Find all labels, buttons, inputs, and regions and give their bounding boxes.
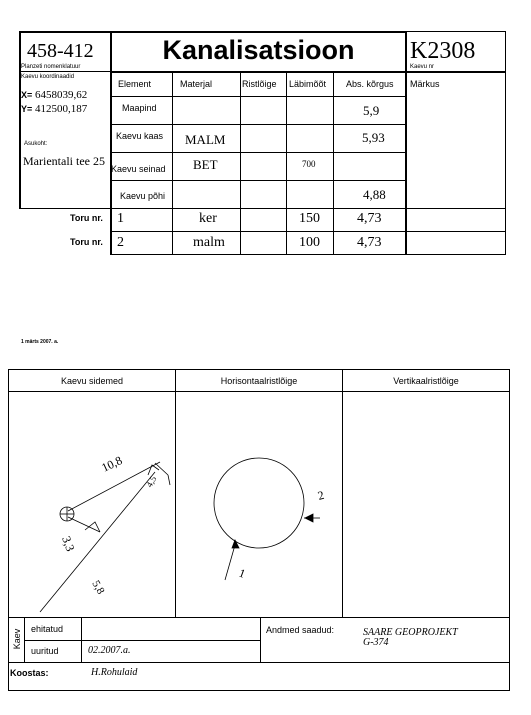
- row-diameter: 700: [302, 159, 316, 169]
- col-header-element: Element: [118, 79, 152, 89]
- y-coordinate: [21, 103, 87, 115]
- row-element: Kaevu seinad: [111, 164, 166, 174]
- arrow-mark: [305, 514, 313, 522]
- author-value: H.Rohulaid: [91, 667, 138, 678]
- inspected-value: 02.2007.a.: [88, 645, 131, 656]
- data-source-label: Andmed saadud:: [266, 625, 335, 635]
- annotation-1: 1: [236, 565, 248, 581]
- well-symbol: [60, 507, 74, 521]
- annotation-10-8: 10,8: [99, 453, 125, 475]
- col-header-diameter: Läbimõõt: [289, 79, 327, 89]
- sketch-header-connections: Kaevu sidemed: [60, 376, 124, 386]
- x-coordinate: [21, 89, 87, 101]
- x-value: 6458039,62: [35, 89, 88, 101]
- pipe-diameter: 100: [299, 235, 320, 250]
- col-header-material: Materjal: [180, 79, 213, 89]
- col-header-cross-section: Ristlõige: [242, 79, 277, 89]
- sketch-line: [68, 462, 160, 511]
- sketch-line: [168, 475, 170, 485]
- pipe-height: 4,73: [357, 235, 382, 250]
- annotation-2: 2: [316, 487, 326, 503]
- row-height: 4,88: [363, 187, 386, 202]
- data-source-code: G-374: [363, 637, 389, 648]
- y-value: 412500,187: [35, 103, 88, 115]
- sketch-line: [40, 472, 155, 612]
- well-id: K2308: [410, 38, 476, 64]
- row-element: Kaevu põhi: [120, 191, 166, 201]
- sketch-header-horizontal: Horisontaalristlõige: [220, 376, 298, 386]
- row-height: 5,9: [363, 103, 380, 118]
- col-header-abs-height: Abs. kõrgus: [346, 79, 394, 89]
- row-element: Maapind: [122, 103, 157, 113]
- sheet-label: Planzeti nomenklatuur: [21, 64, 81, 70]
- row-height: 5,93: [362, 130, 385, 145]
- sheet-number: 458-412: [27, 40, 94, 62]
- address-label: Asukoht:: [24, 141, 48, 147]
- pipe-number: 1: [117, 211, 124, 226]
- page-title: Kanalisatsioon: [162, 35, 355, 65]
- pipe-label: Toru nr.: [70, 237, 103, 247]
- well-circle: [214, 458, 304, 548]
- col-header-remark: Märkus: [410, 79, 440, 89]
- pipe-label: Toru nr.: [70, 213, 103, 223]
- arrow-mark: [232, 540, 239, 548]
- author-label: Koostas:: [10, 668, 49, 678]
- row-element: Kaevu kaas: [116, 131, 164, 141]
- pipe-line: [225, 545, 235, 580]
- kaev-label: Kaev: [12, 628, 22, 650]
- sketch-line: [155, 463, 168, 475]
- row-material: MALM: [185, 132, 226, 147]
- sketch-line: [68, 517, 100, 532]
- row-material: BET: [193, 157, 218, 172]
- angle-mark: [148, 465, 159, 475]
- address-value: Marientali tee 25: [23, 154, 105, 168]
- date-note: 1 märts 2007. a.: [21, 339, 59, 345]
- sketch-header-vertical: Vertikaalristlõige: [393, 376, 459, 386]
- well-label: Kaevu nr: [410, 64, 435, 70]
- annotation-4-5: 4,5: [144, 474, 159, 489]
- built-label: ehitatud: [31, 624, 64, 634]
- y-label: Y=: [21, 104, 33, 114]
- annotation-5-8: 5,8: [89, 578, 107, 597]
- pipe-height: 4,73: [357, 211, 382, 226]
- x-label: X=: [21, 90, 33, 100]
- inspected-label: uuritud: [31, 646, 59, 656]
- annotation-3-3: 3,3: [59, 534, 78, 554]
- data-source-value: SAARE GEOPROJEKT: [363, 627, 458, 638]
- pipe-material: malm: [193, 235, 225, 250]
- pipe-material: ker: [199, 211, 217, 226]
- pipe-diameter: 150: [299, 211, 320, 226]
- coords-label: Kaevu koordinaadid: [21, 74, 75, 80]
- angle-mark: [85, 522, 100, 532]
- pipe-number: 2: [117, 235, 124, 250]
